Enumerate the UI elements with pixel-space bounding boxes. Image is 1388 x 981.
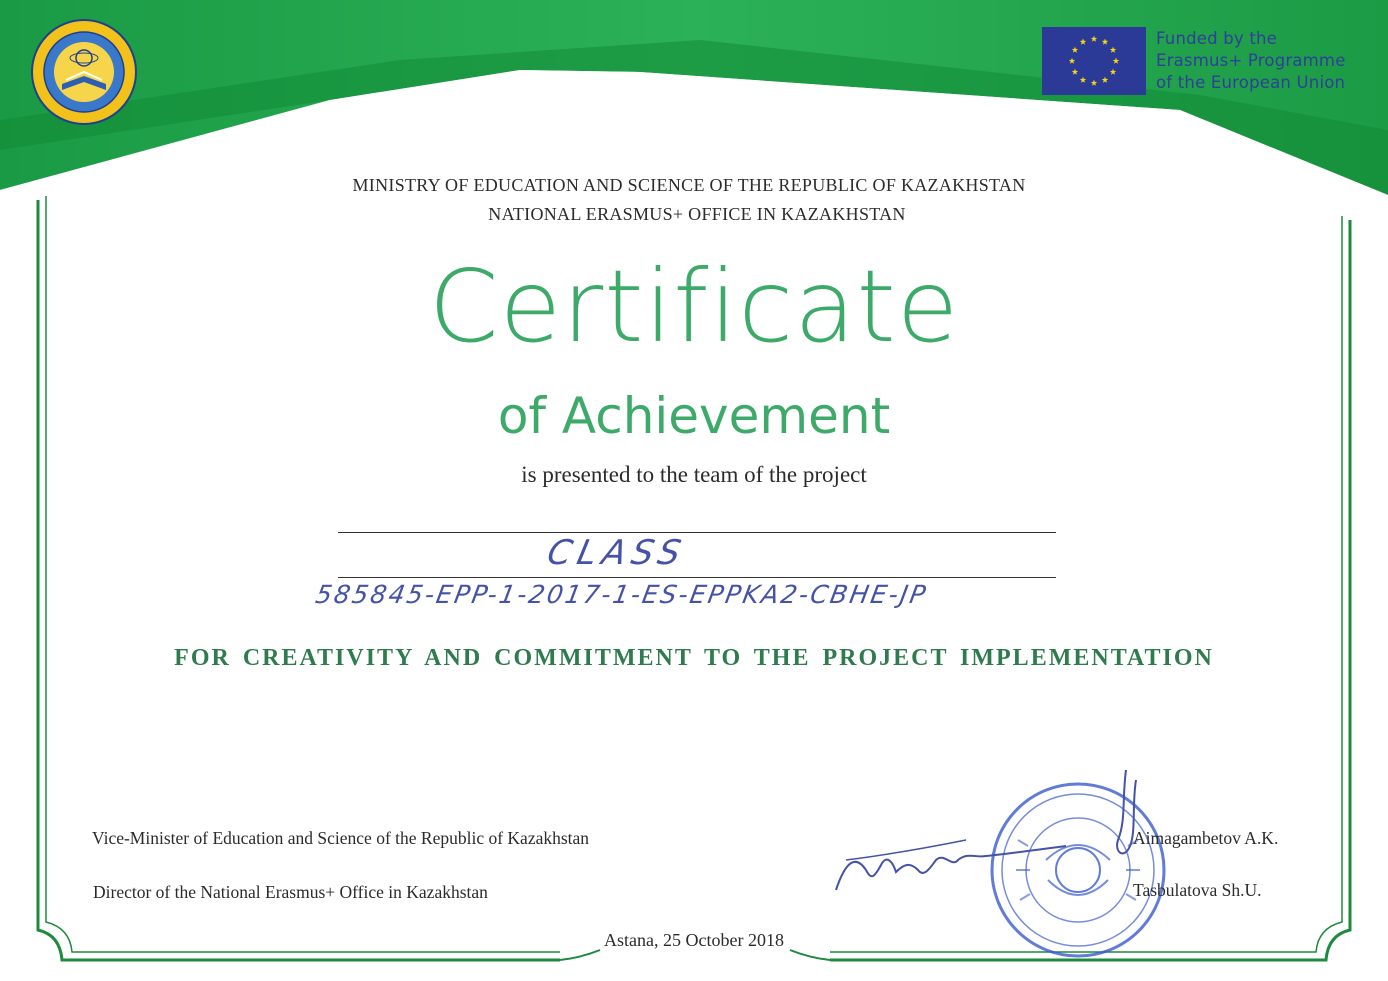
- signatory-role-1: Vice-Minister of Education and Science of the Republic of Kazakhstan: [92, 828, 590, 848]
- motto-text: FOR CREATIVITY AND COMMITMENT TO THE PROJECT IMPLEMENTATION: [174, 645, 1214, 671]
- presented-text: is presented to the team of the project: [521, 462, 867, 487]
- signature-scribble: [826, 760, 1166, 900]
- eu-flag-icon: [1042, 27, 1146, 95]
- certificate-subtitle: of Achievement: [497, 387, 891, 445]
- eu-text-line2: Erasmus+ Programme: [1156, 51, 1346, 70]
- office-heading: NATIONAL ERASMUS+ OFFICE IN KAZAKHSTAN: [488, 204, 906, 224]
- certificate-title: Certificate: [428, 248, 960, 365]
- issue-date: Astana, 25 October 2018: [604, 930, 784, 950]
- project-code-line: [338, 577, 1056, 578]
- project-name-line: [338, 532, 1056, 533]
- project-name: CLASS: [543, 533, 691, 573]
- signatory-name-1: Aimagambetov A.K.: [1133, 828, 1279, 848]
- eu-text-line3: of the European Union: [1156, 73, 1346, 92]
- signatory-role-2: Director of the National Erasmus+ Office in Kazakhstan: [93, 882, 488, 902]
- signatory-name-2: Tasbulatova Sh.U.: [1133, 880, 1262, 900]
- eu-funding-text: [1156, 28, 1346, 94]
- ministry-seal-icon: [30, 18, 138, 126]
- eu-text-line1: Funded by the: [1156, 29, 1278, 48]
- project-code: 585845-EPP-1-2017-1-ES-EPPKA2-CBHE-JP: [313, 580, 930, 609]
- ministry-heading: MINISTRY OF EDUCATION AND SCIENCE OF THE REPUBLIC OF KAZAKHSTAN: [352, 175, 1026, 195]
